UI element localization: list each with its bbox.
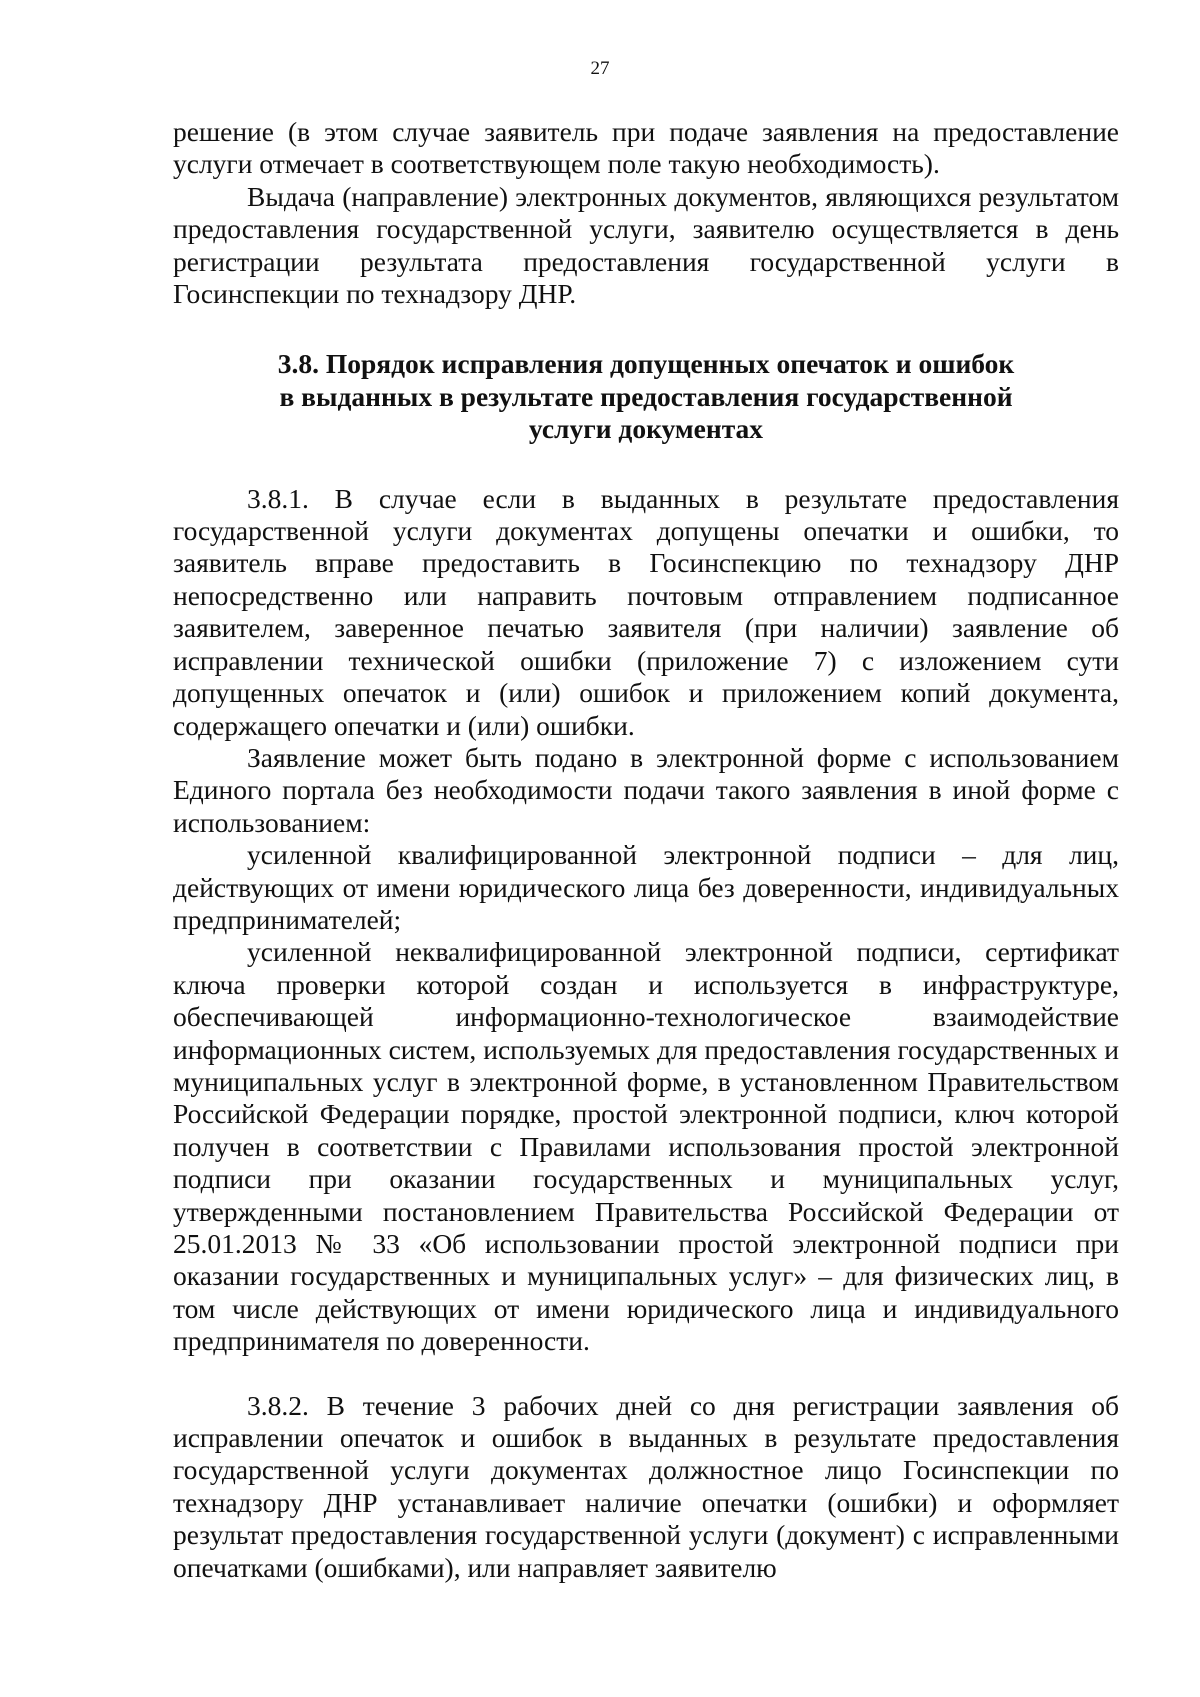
section-paragraph-electronic-form: Заявление может быть подано в электронной форме с использованием Единого портала без необходимости подачи такого заявления в иной форме с использованием: [173,741,1119,838]
section-paragraph-unqualified-signature: усиленной неквалифицированной электронной подписи, сертификат ключа проверки которой создан и используется в инфраструктуре, обеспечивающей информационно-технологическое взаимодействие информационных систем, используемых для предоставления государственных и муниципальных услуг в электронной форме, в установленном Правительством Российской Федерации порядке, простой электронной подписи, ключ которой получен в соответствии с Правилами использования простой электронной подписи при оказании государственных и муниципальных услуг, утвержденными постановлением Правительства Российской Федерации от 25.01.2013 № 33 «Об использовании простой электронной подписи при оказании государственных и муниципальных услуг» – для физических лиц, в том числе действующих от имени юридического лица и индивидуального предпринимателя по доверенности. [173,936,1119,1357]
section-paragraph-3-8-2: 3.8.2. В течение 3 рабочих дней со дня регистрации заявления об исправлении опечаток и ошибок в выданных в результате предоставления государственной услуги документах должностное лицо Госинспекции по технадзору ДНР устанавливает наличие опечатки (ошибки) и оформляет результат предоставления государственной услуги (документ) с исправленными опечатками (ошибками), или направляет заявителю [173,1389,1119,1583]
intro-paragraph-2: Выдача (направление) электронных документов, являющихся результатом предоставления государственной услуги, заявителю осуществляется в день регистрации результата предоставления государственной услуги в Госинспекции по технадзору ДНР. [173,180,1119,310]
section-paragraph-qualified-signature: усиленной квалифицированной электронной подписи – для лиц, действующих от имени юридического лица без доверенности, индивидуальных предпринимателей; [173,839,1119,935]
section-heading-line-3: услуги документах [528,413,764,445]
intro-paragraph-1: решение (в этом случае заявитель при подаче заявления на предоставление услуги отмечает в соответствующем поле такую необходимость). [173,116,1119,180]
section-heading-line-1: 3.8. Порядок исправления допущенных опечаток и ошибок [277,348,1015,380]
section-paragraph-3-8-1: 3.8.1. В случае если в выданных в результате предоставления государственной услуги документах допущены опечатки и ошибки, то заявитель вправе предоставить в Госинспекцию по технадзору ДНР непосредственно или направить почтовым отправлением подписанное заявителем, заверенное печатью заявителя (при наличии) заявление об исправлении технической ошибки (приложение 7) с изложением сути допущенных опечаток и (или) ошибок и приложением копий документа, содержащего опечатки и (или) ошибки. [173,482,1119,741]
paragraph-gap [173,1358,1119,1390]
section-heading [173,348,1119,445]
page-number: 27 [590,58,610,79]
document-body [173,116,1119,1584]
section-heading-line-2: в выданных в результате предоставления государственной [279,380,1013,412]
